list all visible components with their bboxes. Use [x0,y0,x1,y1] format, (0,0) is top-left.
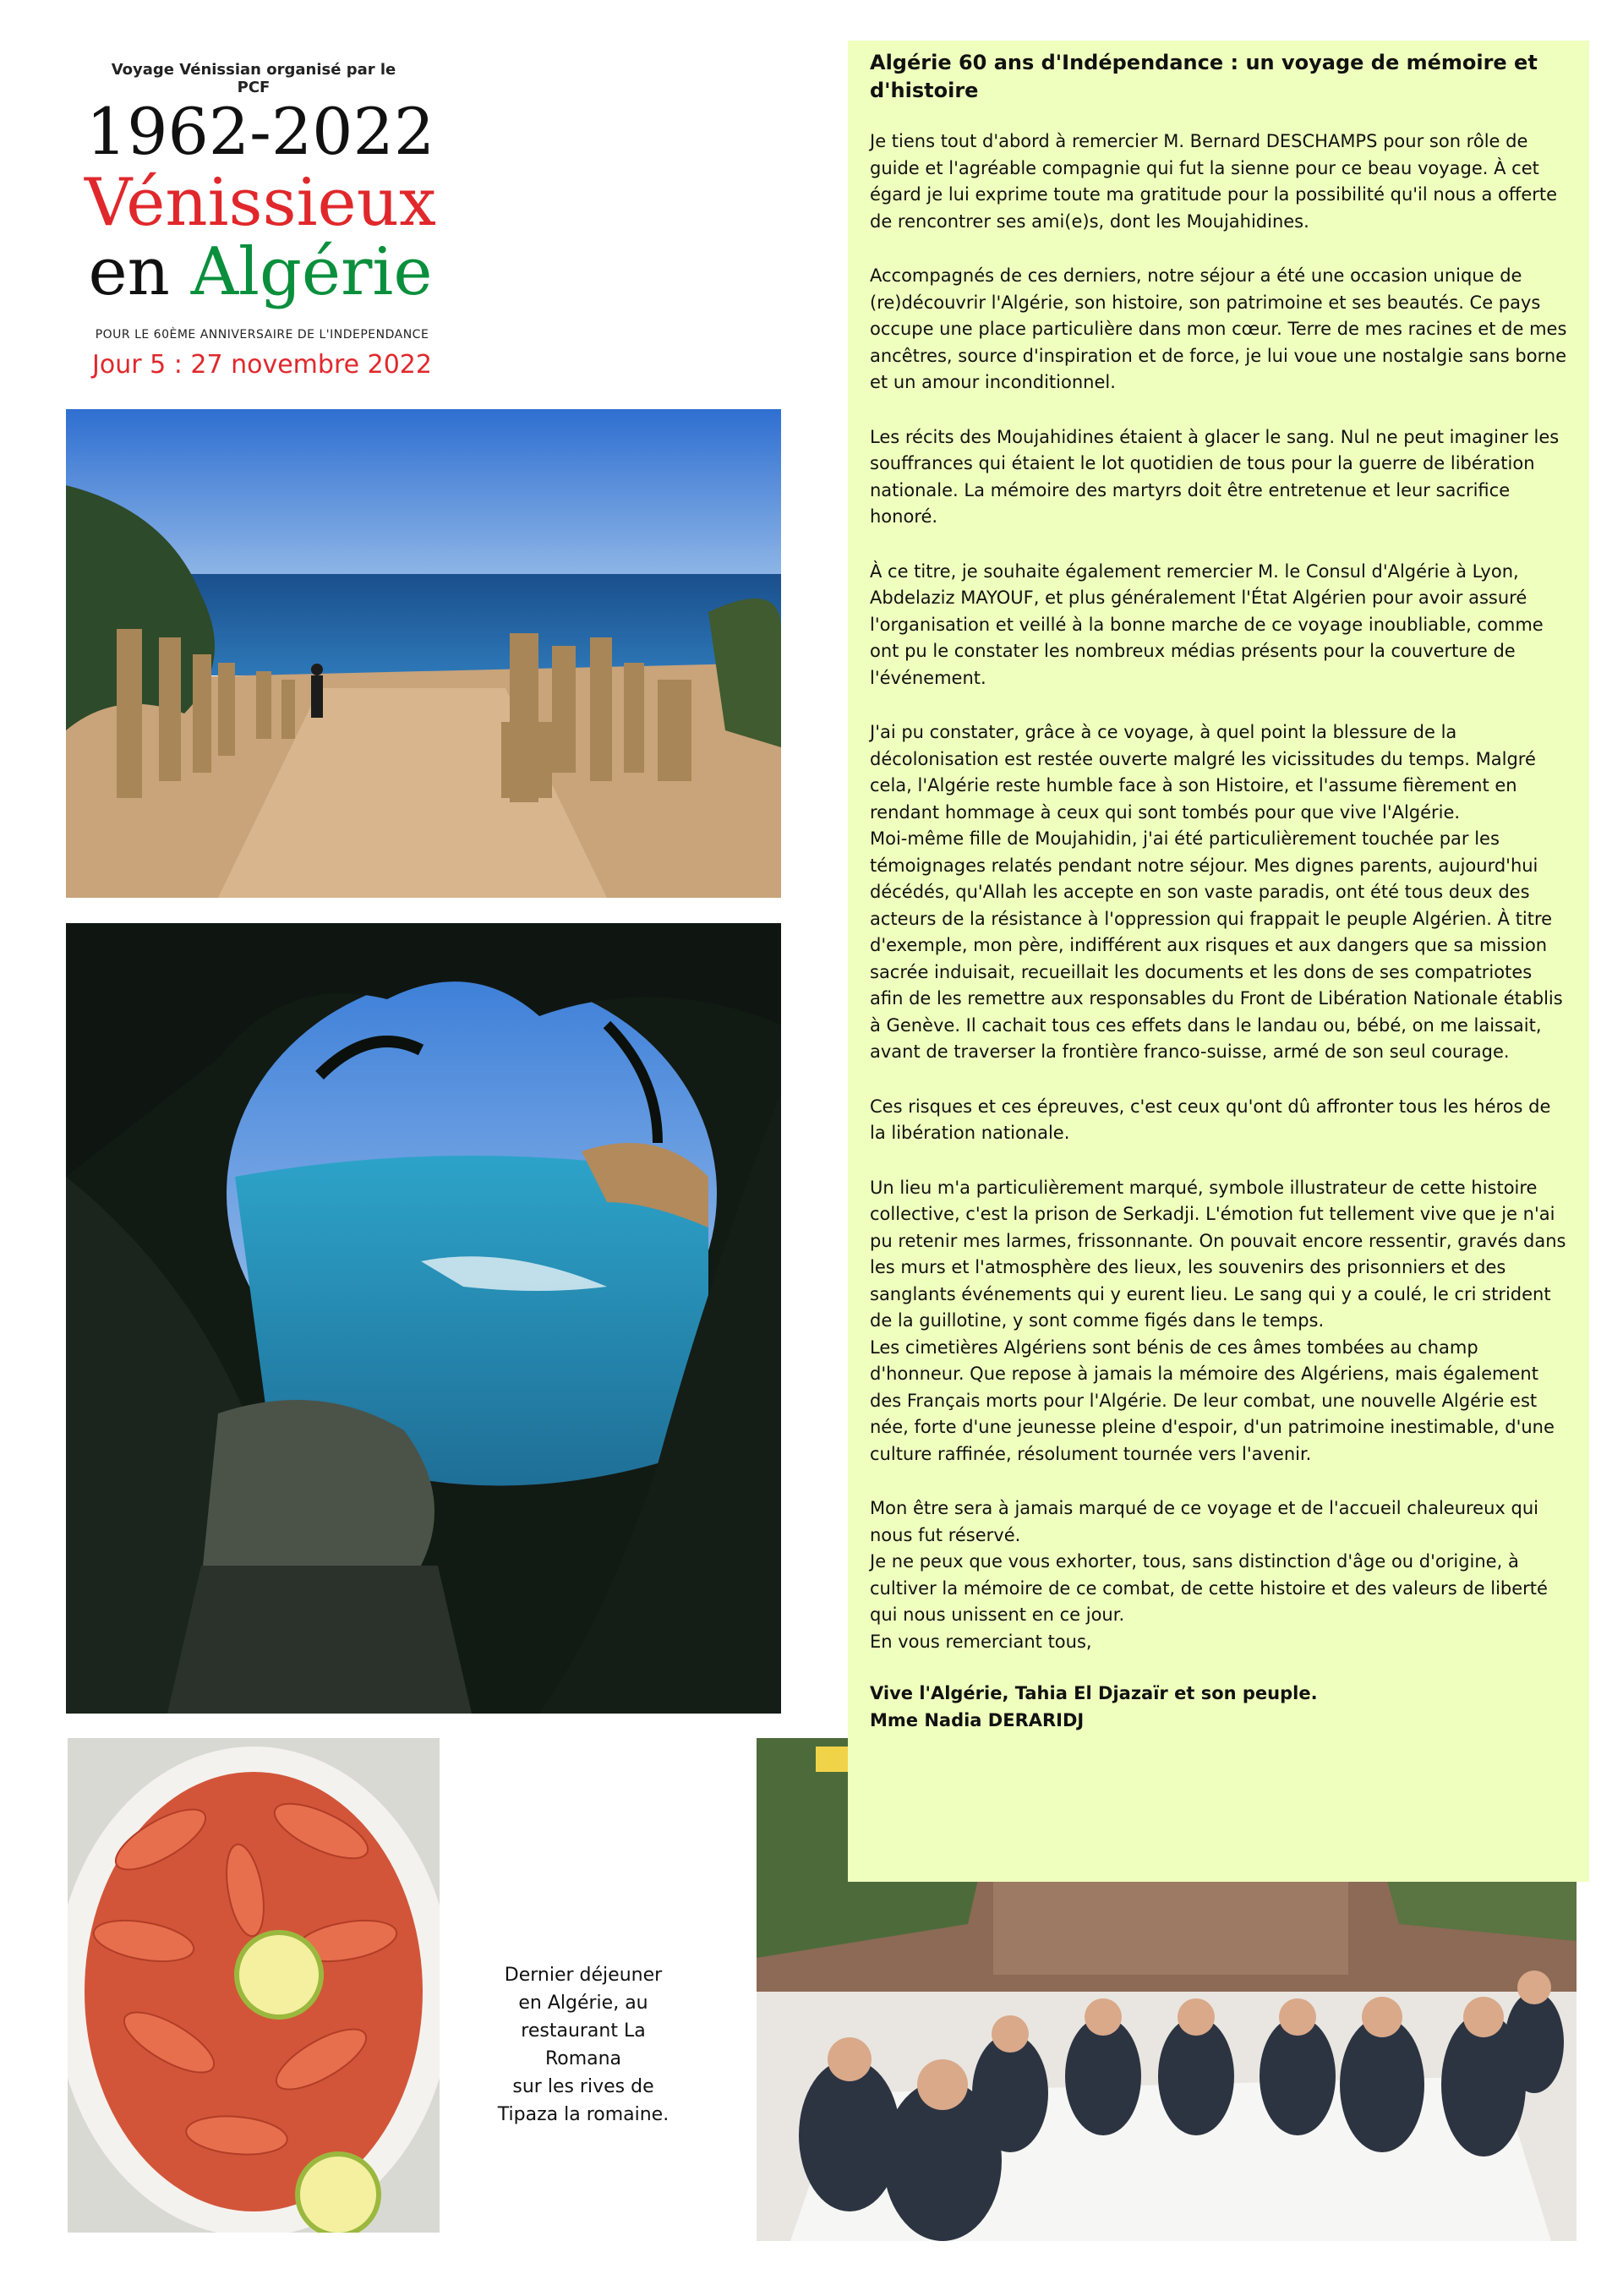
photo-caption [473,1961,693,2129]
caption-line: Dernier déjeuner [504,1965,663,1986]
article-paragraph: Je tiens tout d'abord à remercier M. Bernard DESCHAMPS pour son rôle de guide et l'agréable compagnie qui fut la sienne pour ce beau voyage. À cet égard je lui exprime toute ma gratitude pour la possibilité qu'il nous a offerte de rencontrer ses ami(e)s, dont les Moujahidines. [870,131,1558,232]
title-country-prefix: en [88,234,191,310]
article-paragraph: Un lieu m'a particulièrement marqué, symbole illustrateur de cette histoire collective, c'est la prison de Serkadji. L'émotion fut tellement vive que je n'ai pu retenir mes larmes, frissonnante. On pouvait encore ressentir, gravés dans les murs et l'atmosphère des lieux, les souvenirs des prisonniers et des sanglants événements qui y eurent lieu. Le sang qui y a coulé, le cri strident de la guillotine, y sont comme figés dans le temps. [870,1177,1566,1331]
article-paragraph: Je ne peux que vous exhorter, tous, sans distinction d'âge ou d'origine, à cultiver la mémoire de ce combat, de cette histoire et des valeurs de liberté qui nous unissent en ce jour. [870,1551,1548,1625]
article-paragraph: À ce titre, je souhaite également remercier M. le Consul d'Algérie à Lyon, Abdelaziz MAYOUF, et plus généralement l'État Algérien pour avoir assuré l'organisation et veillé à la bonne marche de ce voyage inoubliable, comme ont pu le constater les nombreux médias présents pour la couverture de l'événement. [870,560,1544,688]
title-city: Vénissieux [85,165,436,241]
article-title: Algérie 60 ans d'Indépendance : un voyage de mémoire et d'histoire [870,51,1538,102]
article-paragraph: Les récits des Moujahidines étaient à glacer le sang. Nul ne peut imaginer les souffrances qui étaient le lot quotidien de tous pour la guerre de libération nationale. La mémoire des martyrs doit être entretenue et leur sacrifice honoré. [870,426,1560,527]
day-date: Jour 5 : 27 novembre 2022 [92,350,432,380]
article-paragraph: Les cimetières Algériens sont bénis de ces âmes tombées au champ d'honneur. Que repose à jamais la mémoire des Algériens, mais également des Français morts pour l'Algérie. De leur combat, une nouvelle Algérie est née, forte d'une jeunesse pleine d'espoir, d'un patrimoine inestimable, d'une culture raffinée, résolument tournée vers l'avenir. [870,1337,1555,1464]
caption-line: Romana [544,2048,622,2069]
title-country-name: Algérie [190,234,433,310]
photo-shrimp-dish [68,1738,440,2233]
article-paragraph: Ces risques et ces épreuves, c'est ceux qu'ont dû affronter tous les héros de la libération nationale. [870,1096,1551,1143]
anniversary-subtitle: POUR LE 60ÈME ANNIVERSAIRE DE L'INDEPENDANCE [95,328,429,342]
article-paragraph: En vous remerciant tous, [870,1631,1092,1652]
caption-line: en Algérie, au [518,1993,648,2014]
caption-line: restaurant La [521,2020,646,2042]
photo-sea-trees [66,923,781,1714]
caption-line: Tipaza la romaine. [497,2104,669,2125]
article-box [848,41,1589,1882]
article-paragraph: Accompagnés de ces derniers, notre séjour a été une occasion unique de (re)découvrir l'Algérie, son histoire, son patrimoine et ses beautés. Ce pays occupe une place particulière dans mon cœur. Terre de mes racines et de mes ancêtres, source d'inspiration et de force, je lui voue une nostalgie sans borne et un amour inconditionnel. [870,265,1567,392]
photo-ruins [66,409,781,898]
article-paragraph: Moi-même fille de Moujahidin, j'ai été particulièrement touchée par les témoignages relatés pendant notre séjour. Mes dignes parents, aujourd'hui décédés, qu'Allah les accepte en son vaste paradis, ont été tous deux des acteurs de la résistance à l'oppression qui frappait le peuple Algérien. À titre d'exemple, mon père, indifférent aux risques et aux dangers que sa mission sacrée induisait, recueillait les documents et les dons de ses compatriotes afin de les remettre aux responsables du Front de Libération Nationale établis à Genève. Il cachait tous ces effets dans le landau ou, bébé, on me laissait, avant de traverser la frontière franco-suisse, armé de son seul courage. [870,828,1563,1062]
article-paragraph: J'ai pu constater, grâce à ce voyage, à quel point la blessure de la décolonisation est restée ouverte malgré les vicissitudes du temps. Malgré cela, l'Algérie reste humble face à son Histoire, et l'assume fièrement en rendant hommage à ceux qui sont tombés pour que vive l'Algérie. [870,722,1536,823]
article-paragraph: Mon être sera à jamais marqué de ce voyage et de l'accueil chaleureux qui nous fut réservé. [870,1498,1538,1545]
organizer-line: Voyage Vénissian organisé par le PCF [111,61,396,96]
article-closing: Vive l'Algérie, Tahia El Djazaïr et son peuple. [870,1683,1318,1703]
title-country [66,232,455,313]
article-signature: Mme Nadia DERARIDJ [870,1709,1085,1730]
caption-line: sur les rives de [512,2076,654,2097]
title-years: 1962-2022 [85,94,435,169]
